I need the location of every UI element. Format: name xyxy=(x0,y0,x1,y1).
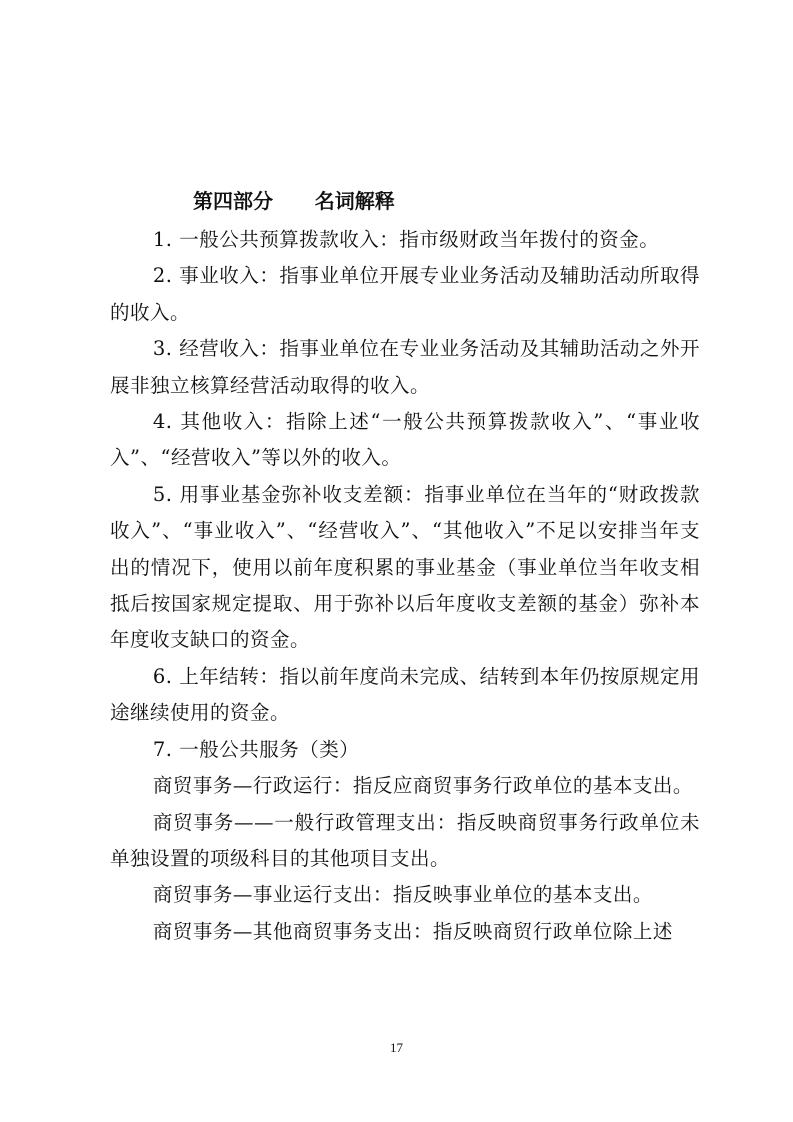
paragraph-institution-operation: 商贸事务—事业运行支出：指反映事业单位的基本支出。 xyxy=(152,883,653,907)
paragraph-prior-year-carryover: 6. 上年结转：指以前年度尚未完成、结转到本年仍按原规定用途继续使用的资金。 xyxy=(110,664,700,725)
paragraph-general-budget-income: 1. 一般公共预算拨款收入：指市级财政当年拨付的资金。 xyxy=(152,228,660,251)
paragraph-administrative-operation: 商贸事务—行政运行：指反应商贸事务行政单位的基本支出。 xyxy=(152,774,693,798)
paragraph-other-commerce-expenditure: 商贸事务—其他商贸事务支出：指反映商贸行政单位除上述 xyxy=(152,919,673,943)
section-title: 第四部分 名词解释 xyxy=(193,189,395,213)
paragraph-business-income: 2. 事业收入：指事业单位开展专业业务活动及辅助活动所取得的收入。 xyxy=(110,264,700,324)
page-number: 17 xyxy=(390,1040,403,1055)
paragraph-operating-income: 3. 经营收入：指事业单位在专业业务活动及其辅助活动之外开展非独立核算经营活动取得的收入。 xyxy=(110,337,700,397)
paragraph-business-fund: 5. 用事业基金弥补收支差额：指事业单位在当年的“财政拨款收入”、“事业收入”、“经营收入”、“其他收入”不足以安排当年支出的情况下，使用以前年度积累的事业基金（事业单位当年收支相抵后按国家规定提取、用于弥补以后年度收支差额的基金）弥补本年度收支缺口的资金。 xyxy=(110,482,700,652)
paragraph-public-services-category: 7. 一般公共服务（类） xyxy=(152,737,360,761)
paragraph-other-income: 4. 其他收入：指除上述“一般公共预算拨款收入”、“事业收入”、“经营收入”等以外的收入。 xyxy=(110,410,700,470)
paragraph-general-admin-expenditure: 商贸事务——一般行政管理支出：指反映商贸事务行政单位未单独设置的项级科目的其他项目支出。 xyxy=(110,810,700,870)
body-text xyxy=(110,222,700,950)
